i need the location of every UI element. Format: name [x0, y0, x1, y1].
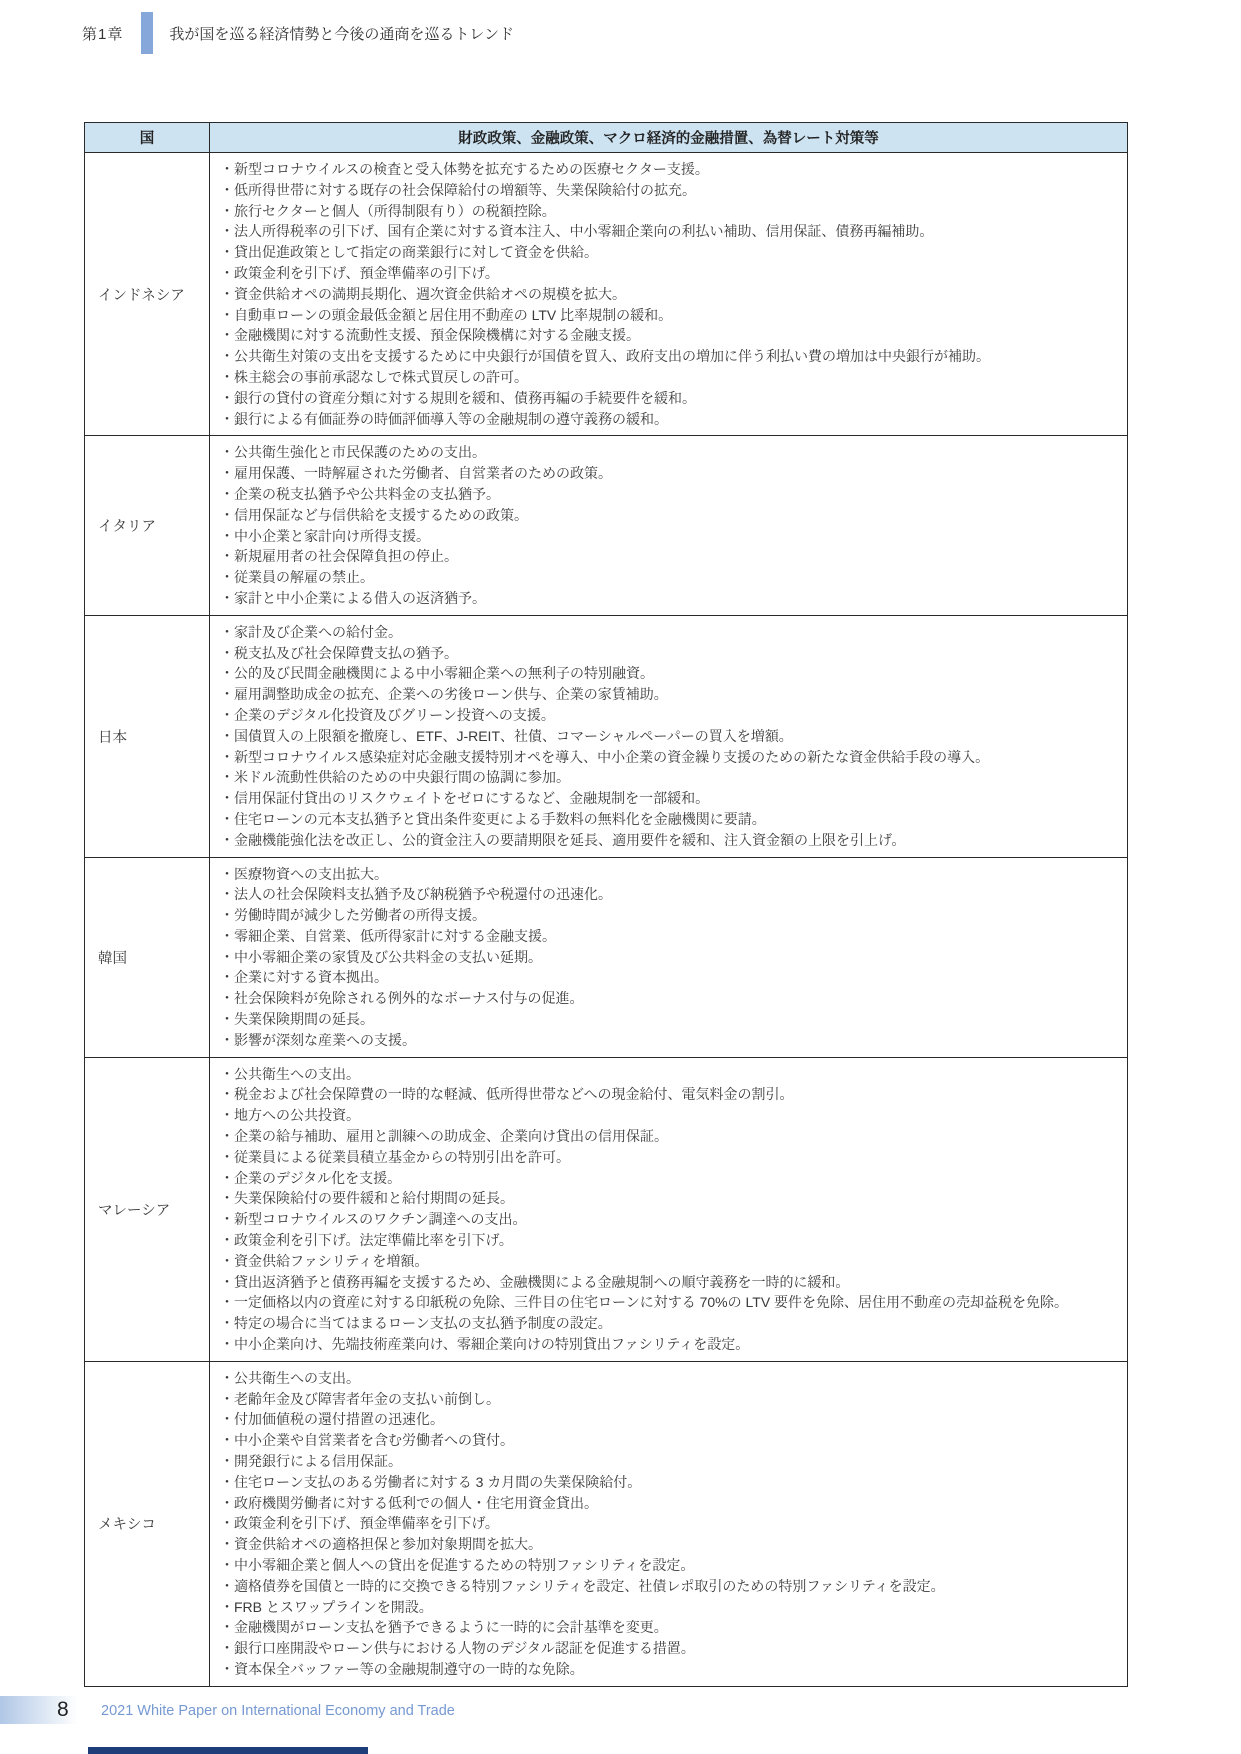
policy-list: [220, 442, 1119, 608]
table-row: [85, 1361, 1128, 1686]
policy-item: ・公共衛生対策の支出を支援するために中央銀行が国債を買入、政府支出の増加に伴う利払い費の増加は中央銀行が補助。: [220, 348, 990, 365]
country-column-header: 国: [85, 123, 210, 153]
policy-item: ・新規雇用者の社会保障負担の停止。: [220, 548, 458, 565]
policy-item: ・税金および社会保障費の一時的な軽減、低所得世帯などへの現金給付、電気料金の割引。: [220, 1086, 794, 1103]
policy-item: ・従業員による従業員積立基金からの特別引出を許可。: [220, 1148, 570, 1165]
policy-item: ・家計と中小企業による借入の返済猶予。: [220, 589, 486, 606]
policy-item: ・自動車ローンの頭金最低金額と居住用不動産の LTV 比率規制の緩和。: [220, 306, 673, 323]
policy-item: ・企業のデジタル化を支援。: [220, 1169, 402, 1186]
policy-item: ・中小企業向け、先端技術産業向け、零細企業向けの特別貸出ファシリティを設定。: [220, 1336, 750, 1353]
policy-list: [220, 1368, 1119, 1680]
policy-item: ・公共衛生への支出。: [220, 1065, 360, 1082]
policy-item: ・一定価格以内の資産に対する印紙税の免除、三件目の住宅ローンに対する 70%の LTV 要件を免除、居住用不動産の売却益税を免除。: [220, 1294, 1069, 1311]
policy-item: ・株主総会の事前承認なしで株式買戻しの許可。: [220, 368, 528, 385]
policy-item: ・中小企業や自営業者を含む労働者への貸付。: [220, 1432, 514, 1449]
policy-item: ・信用保証など与信供給を支援するための政策。: [220, 506, 528, 523]
policy-item: ・新型コロナウイルスの検査と受入体勢を拡充するための医療セクター支援。: [220, 161, 709, 177]
policy-item: ・金融機関に対する流動性支援、預金保険機構に対する金融支援。: [220, 327, 640, 344]
table-row: [85, 615, 1128, 857]
policy-item: ・公共衛生への支出。: [220, 1369, 360, 1386]
policy-item: ・零細企業、自営業、低所得家計に対する金融支援。: [220, 927, 556, 944]
policy-item: ・地方への公共投資。: [220, 1107, 360, 1124]
policy-list: [220, 622, 1119, 851]
policy-item: ・影響が深刻な産業への支援。: [220, 1031, 416, 1048]
policy-item: ・法人所得税率の引下げ、国有企業に対する資本注入、中小零細企業向の利払い補助、信用保証、債務再編補助。: [220, 223, 934, 240]
policy-item: ・公共衛生強化と市民保護のための支出。: [220, 444, 486, 461]
table-row: [85, 857, 1128, 1057]
policy-item: ・公的及び民間金融機関による中小零細企業への無利子の特別融資。: [220, 665, 654, 682]
country-name: インドネシア: [85, 153, 210, 436]
policy-item: ・開発銀行による信用保証。: [220, 1453, 402, 1470]
policy-cell: [210, 153, 1128, 436]
policy-item: ・中小零細企業と個人への貸出を促進するための特別ファシリティを設定。: [220, 1557, 695, 1573]
policy-item: ・家計及び企業への給付金。: [220, 623, 402, 640]
policy-list: [220, 864, 1119, 1051]
policy-item: ・新型コロナウイルス感染症対応金融支援特別オペを導入、中小企業の資金繰り支援のための新たな資金供給手段の導入。: [220, 748, 990, 765]
bottom-edge-strip: [88, 1747, 368, 1754]
table-header-row: [85, 123, 1128, 153]
policy-item: ・政策金利を引下げ。法定準備比率を引下げ。: [220, 1232, 513, 1249]
country-name: 韓国: [85, 857, 210, 1057]
policy-cell: [210, 615, 1128, 857]
policy-item: ・適格債券を国債と一時的に交換できる特別ファシリティを設定、社債レポ取引のための特別ファシリティを設定。: [220, 1577, 945, 1594]
policy-item: ・法人の社会保険料支払猶予及び納税猶予や税還付の迅速化。: [220, 886, 612, 903]
policy-item: ・政策金利を引下げ、預金準備率の引下げ。: [220, 264, 499, 281]
policy-cell: [210, 857, 1128, 1057]
chapter-header: [82, 12, 514, 54]
chapter-accent-bar: [141, 12, 153, 54]
policy-item: ・付加価値税の還付措置の迅速化。: [220, 1411, 444, 1428]
chapter-title: 我が国を巡る経済情勢と今後の通商を巡るトレンド: [169, 25, 514, 43]
policy-cell: [210, 1057, 1128, 1361]
policy-item: ・金融機関がローン支払を猶予できるように一時的に会計基準を変更。: [220, 1619, 668, 1636]
policy-list: [220, 1064, 1119, 1355]
policy-item: ・政府機関労働者に対する低利での個人・住宅用資金貸出。: [220, 1494, 598, 1511]
chapter-number: 第1章: [82, 25, 124, 43]
policy-item: ・社会保険料が免除される例外的なボーナス付与の促進。: [220, 990, 584, 1007]
country-name: イタリア: [85, 436, 210, 615]
policy-item: ・FRB とスワップラインを開設。: [220, 1598, 433, 1615]
policy-item: ・旅行セクターと個人（所得制限有り）の税額控除。: [220, 202, 556, 219]
policy-item: ・特定の場合に当てはまるローン支払の支払猶予制度の設定。: [220, 1315, 612, 1332]
policy-measures-table: [84, 122, 1128, 1687]
policy-item: ・国債買入の上限額を撤廃し、ETF、J-REIT、社債、コマーシャルペーパーの買入を増額。: [220, 727, 793, 744]
policy-item: ・企業に対する資本拠出。: [220, 969, 388, 986]
policy-item: ・米ドル流動性供給のための中央銀行間の協調に参加。: [220, 769, 570, 786]
country-name: メキシコ: [85, 1361, 210, 1686]
policy-cell: [210, 436, 1128, 615]
table-body: [85, 153, 1128, 1687]
policy-item: ・銀行の貸付の資産分類に対する規則を緩和、債務再編の手続要件を緩和。: [220, 389, 696, 406]
policy-item: ・資金供給オペの満期長期化、週次資金供給オペの規模を拡大。: [220, 285, 626, 302]
policy-item: ・資金供給ファシリティを増額。: [220, 1252, 429, 1269]
policy-item: ・新型コロナウイルスのワクチン調達への支出。: [220, 1211, 527, 1228]
policy-item: ・住宅ローン支払のある労働者に対する 3 カ月間の失業保険給付。: [220, 1473, 642, 1490]
page-number: 8: [57, 1698, 69, 1721]
table-row: [85, 436, 1128, 615]
table-row: [85, 153, 1128, 436]
table-row: [85, 1057, 1128, 1361]
policy-item: ・失業保険給付の要件緩和と給付期間の延長。: [220, 1190, 514, 1207]
country-name: 日本: [85, 615, 210, 857]
policy-item: ・従業員の解雇の禁止。: [220, 569, 374, 586]
policy-item: ・政策金利を引下げ、預金準備率を引下げ。: [220, 1515, 499, 1532]
policy-item: ・労働時間が減少した労働者の所得支援。: [220, 907, 486, 924]
policy-item: ・企業の給与補助、雇用と訓練への助成金、企業向け貸出の信用保証。: [220, 1128, 668, 1145]
policy-item: ・低所得世帯に対する既存の社会保障給付の増額等、失業保険給付の拡充。: [220, 181, 696, 198]
policy-item: ・企業のデジタル化投資及びグリーン投資への支援。: [220, 706, 555, 723]
policy-item: ・貸出促進政策として指定の商業銀行に対して資金を供給。: [220, 244, 598, 261]
policy-item: ・信用保証付貸出のリスクウェイトをゼロにするなど、金融規制を一部緩和。: [220, 790, 710, 807]
country-name: マレーシア: [85, 1057, 210, 1361]
policy-item: ・中小零細企業の家賃及び公共料金の支払い延期。: [220, 948, 542, 965]
policy-item: ・雇用調整助成金の拡充、企業への劣後ローン供与、企業の家賃補助。: [220, 686, 668, 703]
policy-item: ・中小企業と家計向け所得支援。: [220, 527, 430, 544]
policy-item: ・住宅ローンの元本支払猶予と貸出条件変更による手数料の無料化を金融機関に要請。: [220, 810, 766, 827]
policy-item: ・失業保険期間の延長。: [220, 1011, 374, 1028]
policy-item: ・資本保全バッファー等の金融規制遵守の一時的な免除。: [220, 1660, 584, 1677]
policy-item: ・貸出返済猶予と債務再編を支援するため、金融機関による金融規制への順守義務を一時的に緩和。: [220, 1273, 850, 1290]
policy-list: [220, 159, 1119, 429]
policy-item: ・資金供給オペの適格担保と参加対象期間を拡大。: [220, 1536, 542, 1553]
policy-item: ・企業の税支払猶予や公共料金の支払猶予。: [220, 485, 500, 502]
policy-item: ・金融機能強化法を改正し、公的資金注入の要請期限を延長、適用要件を緩和、注入資金額の上限を引上げ。: [220, 831, 906, 848]
policy-item: ・銀行口座開設やローン供与における人物のデジタル認証を促進する措置。: [220, 1640, 695, 1657]
policy-cell: [210, 1361, 1128, 1686]
policy-item: ・銀行による有価証券の時価評価導入等の金融規制の遵守義務の緩和。: [220, 410, 668, 427]
policy-item: ・雇用保護、一時解雇された労働者、自営業者のための政策。: [220, 465, 612, 482]
policy-item: ・税支払及び社会保障費支払の猶予。: [220, 644, 458, 661]
policy-item: ・老齢年金及び障害者年金の支払い前倒し。: [220, 1390, 500, 1407]
policy-item: ・医療物資への支出拡大。: [220, 865, 388, 882]
footer-document-title: 2021 White Paper on International Economy and Trade: [101, 1703, 455, 1719]
policy-column-header: 財政政策、金融政策、マクロ経済的金融措置、為替レート対策等: [210, 123, 1128, 153]
